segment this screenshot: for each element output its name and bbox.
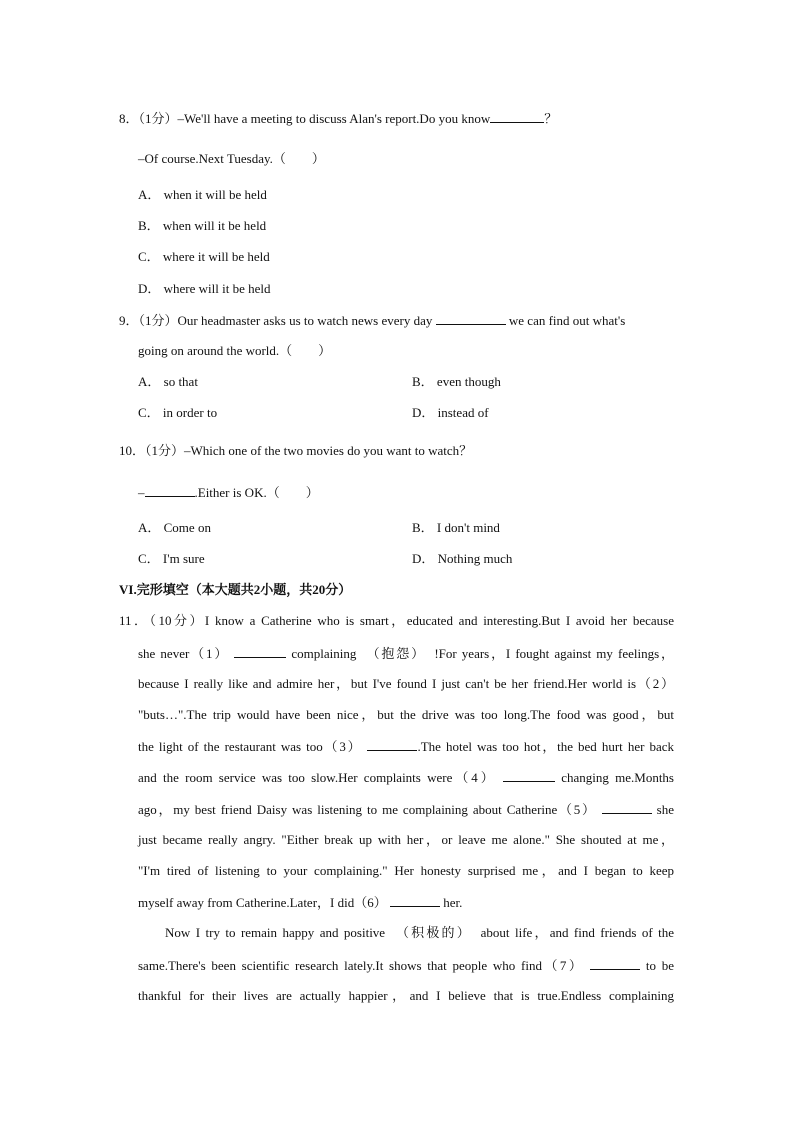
passage-blank-7[interactable] xyxy=(590,957,640,970)
question-9-text-a: Our headmaster asks us to watch news every day xyxy=(177,313,433,328)
question-8-blank[interactable] xyxy=(490,110,544,123)
question-8-option-c[interactable]: C． where it will be held xyxy=(138,249,270,264)
passage-line-11: Now I try to remain happy and positive （积极的） about life，and find friends of the xyxy=(165,925,674,940)
passage-text: the light of the restaurant was too（3） xyxy=(138,739,363,754)
passage-text: ago，my best friend Daisy was listening to me complaining about Catherine（5） xyxy=(138,802,597,817)
passage-text: she xyxy=(656,802,675,817)
question-10-option-c[interactable]: C． I'm sure xyxy=(138,551,205,566)
question-8-stem xyxy=(119,110,557,127)
passage-blank-3[interactable] xyxy=(367,738,417,751)
passage-text: and the room service was too slow.Her complaints were（4） xyxy=(138,770,497,785)
passage-text: complaining （抱怨） !For years，I fought against my feelings， xyxy=(291,646,675,661)
question-10-stem xyxy=(119,443,472,459)
passage-text: same.There's been scientific research lately.It shows that people who find（7） xyxy=(138,958,585,973)
passage-text: to be xyxy=(645,958,674,973)
passage-text: she never（1） xyxy=(138,646,230,661)
question-10-response-text: .Either is OK.（ ） xyxy=(194,485,319,500)
passage-line-3: because I really like and admire her，but I've found I just can't be her friend.Her world is（2） xyxy=(138,676,674,691)
question-9-text-b: we can find out what's xyxy=(508,313,626,328)
question-8-option-a[interactable]: A． when it will be held xyxy=(138,187,267,202)
question-9-option-c[interactable]: C． in order to xyxy=(138,405,218,420)
question-9-option-b[interactable]: B． even though xyxy=(412,374,501,389)
passage-text: changing me.Months xyxy=(561,770,674,785)
question-9-stem xyxy=(119,312,625,329)
passage-line-5 xyxy=(138,738,674,755)
passage-text: her. xyxy=(443,895,463,910)
question-8-option-b[interactable]: B． when will it be held xyxy=(138,218,267,233)
passage-line-7 xyxy=(138,801,674,818)
question-10-text: –Which one of the two movies do you want to watch？ xyxy=(184,443,473,458)
question-8-end: ？ xyxy=(544,111,558,126)
passage-line-12 xyxy=(138,957,674,974)
passage-line-6 xyxy=(138,769,674,786)
passage-text: myself away from Catherine.Later，I did（6） xyxy=(138,895,387,910)
passage-blank-1[interactable] xyxy=(234,645,286,658)
question-10-option-b[interactable]: B． I don't mind xyxy=(412,520,500,535)
question-9-continuation: going on around the world.（ ） xyxy=(138,343,332,358)
question-9-option-d[interactable]: D． instead of xyxy=(412,405,489,420)
passage-blank-4[interactable] xyxy=(503,769,555,782)
question-8-text: –We'll have a meeting to discuss Alan's report.Do you know xyxy=(177,111,491,126)
question-9-blank[interactable] xyxy=(436,312,506,325)
passage-line-8: just became really angry. "Either break up with her，or leave me alone." She shouted at me， xyxy=(138,832,674,847)
passage-line-2 xyxy=(138,645,674,662)
passage-line-13: thankful for their lives are actually happier，and I believe that is true.Endless complaining xyxy=(138,988,674,1003)
question-8-number: 8．（1分） xyxy=(119,111,178,126)
question-8-option-d[interactable]: D． where will it be held xyxy=(138,281,271,296)
question-10-dash: – xyxy=(138,485,145,500)
question-10-number: 10．（1分） xyxy=(119,443,185,458)
passage-line-10 xyxy=(138,894,462,911)
passage-blank-6[interactable] xyxy=(390,894,440,907)
question-9-option-a[interactable]: A． so that xyxy=(138,374,198,389)
passage-blank-5[interactable] xyxy=(602,801,652,814)
passage-line-1: 11．（10分）I know a Catherine who is smart，educated and interesting.But I avoid her because xyxy=(119,613,674,628)
passage-text: .The hotel was too hot，the bed hurt her back xyxy=(417,739,674,754)
question-10-option-d[interactable]: D． Nothing much xyxy=(412,551,513,566)
question-8-response: –Of course.Next Tuesday.（ ） xyxy=(138,151,325,166)
question-10-blank[interactable] xyxy=(145,484,195,497)
question-10-option-a[interactable]: A． Come on xyxy=(138,520,211,535)
question-9-number: 9．（1分） xyxy=(119,313,178,328)
passage-line-4: "buts…".The trip would have been nice，but the drive was too long.The food was good，but xyxy=(138,707,674,722)
passage-line-9: "I'm tired of listening to your complaining." Her honesty surprised me，and I began to keep xyxy=(138,863,674,878)
question-10-response xyxy=(138,484,319,501)
section-heading: VI.完形填空（本大题共2小题，共20分） xyxy=(119,582,352,597)
